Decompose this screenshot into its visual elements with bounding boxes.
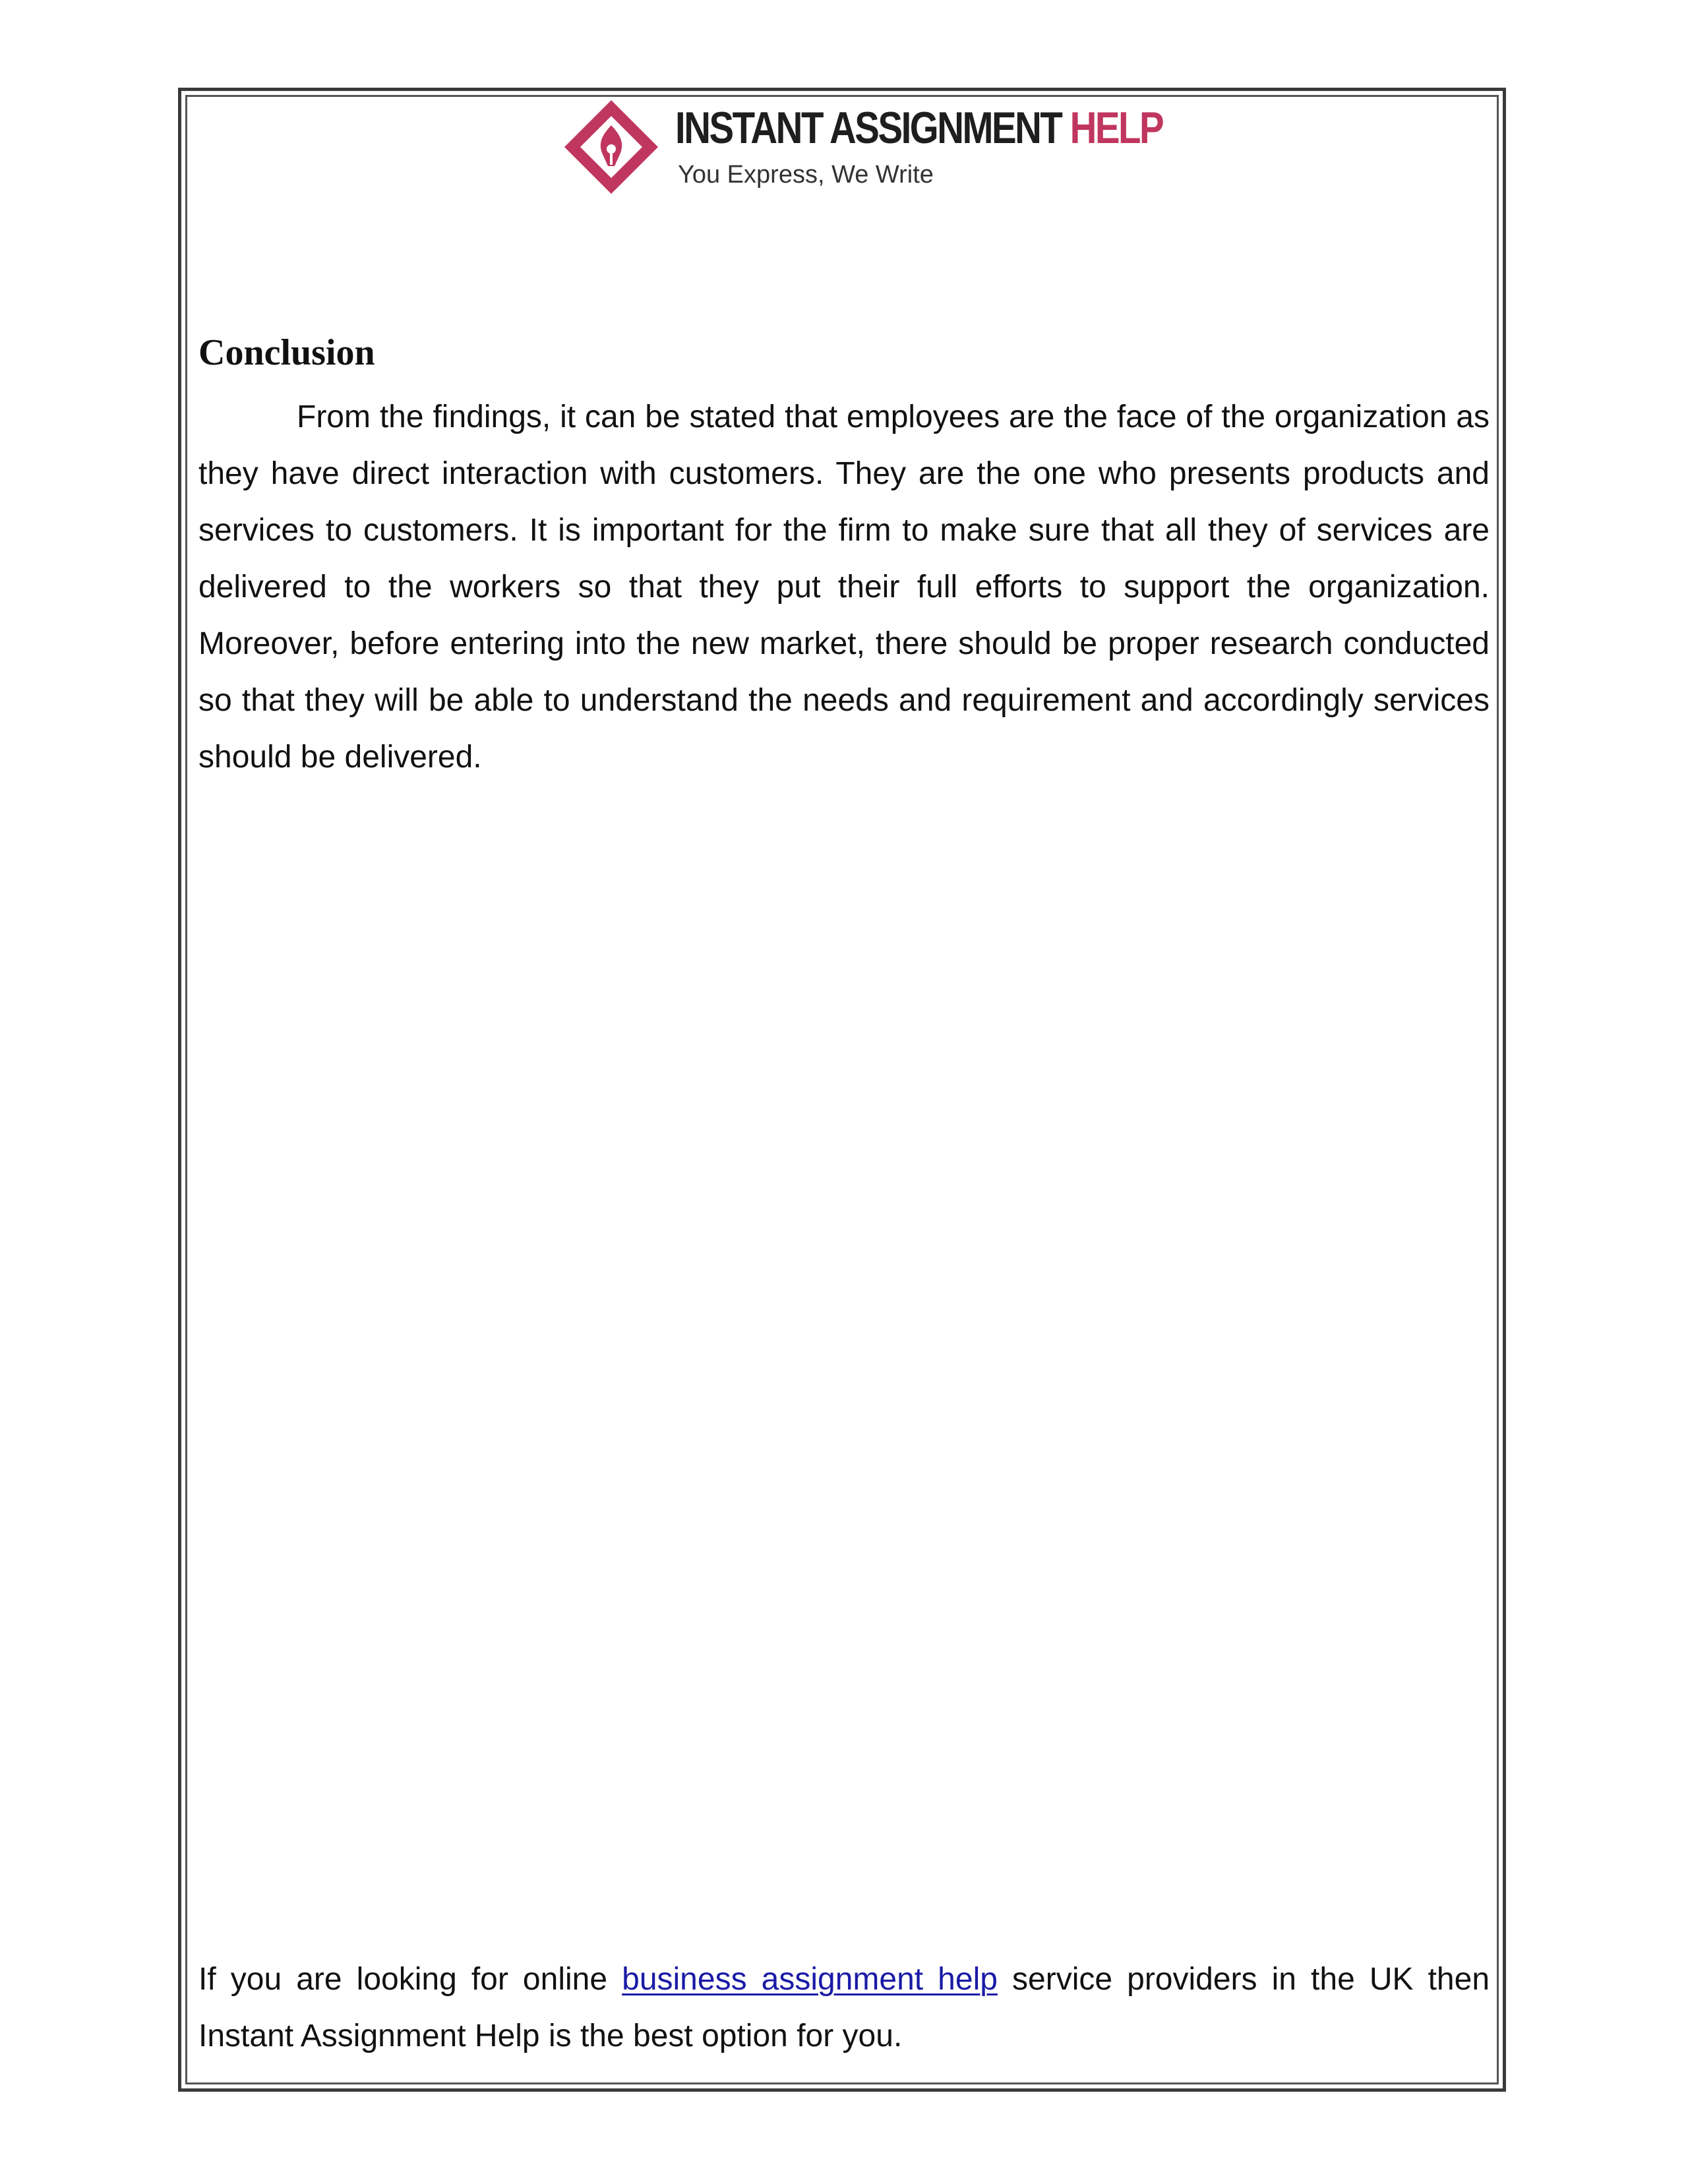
logo-title [675,102,1162,154]
logo-title-main: INSTANT ASSIGNMENT [675,103,1062,153]
conclusion-paragraph: From the findings, it can be stated that employees are the face of the organization as they have direct interaction with customers. They are the one who presents products and services to customers. It is important for the firm to make sure that all they of services are delivered to the workers so that they put their full efforts to support the organization. Moreover, before entering into the new market, there should be proper research conducted so that they will be able to understand the needs and requirement and accordingly services should be delivered. [198,399,1490,775]
section-heading: Conclusion [198,332,375,373]
logo-tagline: You Express, We Write [678,161,934,189]
logo-title-accent: HELP [1070,103,1163,153]
footer-paragraph [198,1951,1490,2065]
footer-text-after: service providers in the UK then Instant Assignment Help is the best option for you. [198,1962,1490,2053]
business-assignment-help-link[interactable]: business assignment help [622,1962,998,1997]
footer-text-before: If you are looking for online [198,1962,622,1997]
logo [562,98,1163,196]
pen-nib-diamond-icon [562,98,661,196]
